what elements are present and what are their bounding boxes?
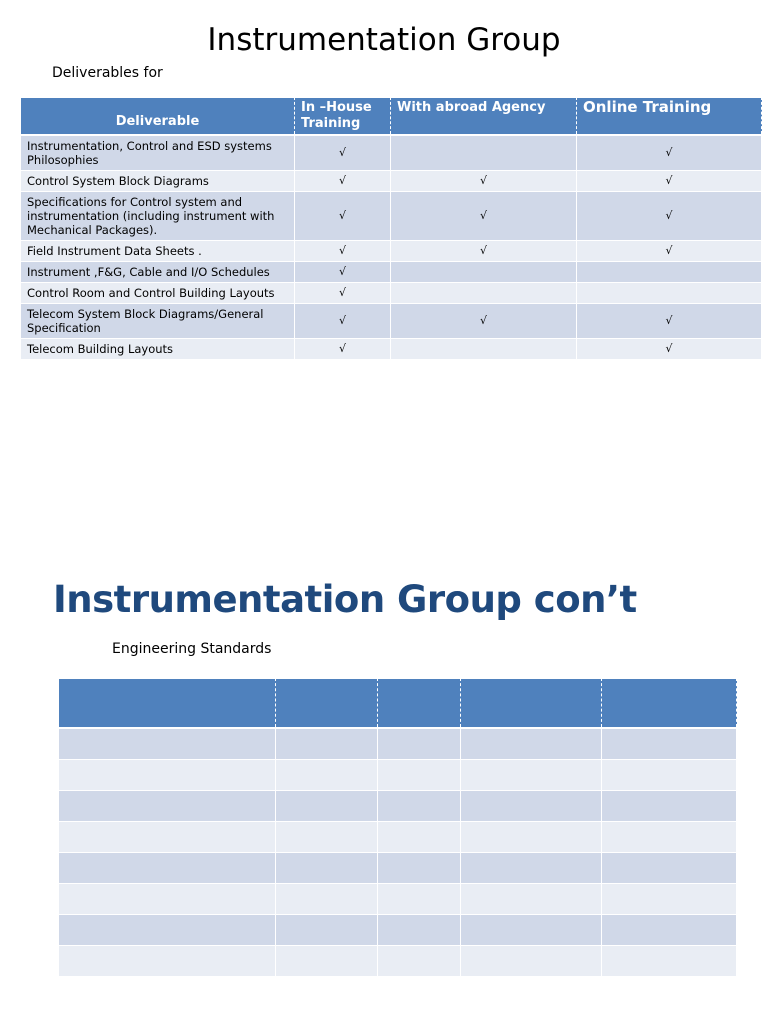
slide2-subtitle: Engineering Standards xyxy=(112,641,272,657)
abroad-cell xyxy=(391,261,577,282)
table-cell xyxy=(276,915,378,946)
table-cell xyxy=(378,853,461,884)
table-cell xyxy=(602,946,737,977)
table-cell xyxy=(276,760,378,791)
column-header xyxy=(602,679,737,729)
column-header-deliverable: Deliverable xyxy=(21,98,295,135)
online-cell xyxy=(577,261,762,282)
table-cell xyxy=(59,884,276,915)
table-cell xyxy=(602,853,737,884)
deliverable-cell: Specifications for Control system and instrumentation (including instrument with Mechanical Packages). xyxy=(21,191,295,240)
table-cell xyxy=(461,822,602,853)
table-cell xyxy=(602,728,737,760)
table-cell xyxy=(461,915,602,946)
table-row xyxy=(59,884,737,915)
column-header-online: Online Training xyxy=(577,98,762,135)
inhouse-cell: √ xyxy=(295,303,391,338)
abroad-cell xyxy=(391,282,577,303)
table-cell xyxy=(59,915,276,946)
table-row xyxy=(59,915,737,946)
table-cell xyxy=(378,822,461,853)
slide1-title: Instrumentation Group xyxy=(207,22,561,58)
table-cell xyxy=(378,915,461,946)
table-cell xyxy=(461,791,602,822)
table-cell xyxy=(602,822,737,853)
table-row xyxy=(21,135,762,171)
table-row xyxy=(21,282,762,303)
engineering-standards-table xyxy=(58,678,737,977)
table-cell xyxy=(461,760,602,791)
table-row xyxy=(59,853,737,884)
column-header xyxy=(378,679,461,729)
table-row xyxy=(59,760,737,791)
table-row xyxy=(21,261,762,282)
table-cell xyxy=(59,822,276,853)
table-cell xyxy=(59,946,276,977)
table-cell xyxy=(461,728,602,760)
deliverable-cell: Telecom System Block Diagrams/General Specification xyxy=(21,303,295,338)
inhouse-cell: √ xyxy=(295,240,391,261)
online-cell: √ xyxy=(577,191,762,240)
table-cell xyxy=(461,853,602,884)
column-header xyxy=(59,679,276,729)
table-cell xyxy=(59,791,276,822)
table-row xyxy=(21,240,762,261)
inhouse-cell: √ xyxy=(295,170,391,191)
column-header-inhouse: In –House Training xyxy=(295,98,391,135)
abroad-cell: √ xyxy=(391,191,577,240)
deliverables-table xyxy=(20,97,762,360)
table-cell xyxy=(276,884,378,915)
table-cell xyxy=(378,791,461,822)
abroad-cell xyxy=(391,135,577,171)
deliverable-cell: Control System Block Diagrams xyxy=(21,170,295,191)
inhouse-cell: √ xyxy=(295,282,391,303)
online-cell: √ xyxy=(577,303,762,338)
standards-header-row xyxy=(59,679,737,729)
abroad-cell xyxy=(391,338,577,359)
abroad-cell: √ xyxy=(391,240,577,261)
table-row xyxy=(59,728,737,760)
table-row xyxy=(21,303,762,338)
slide2-title: Instrumentation Group con’t xyxy=(53,578,637,621)
online-cell: √ xyxy=(577,135,762,171)
table-cell xyxy=(378,884,461,915)
deliverable-cell: Instrumentation, Control and ESD systems Philosophies xyxy=(21,135,295,171)
table-cell xyxy=(59,853,276,884)
inhouse-cell: √ xyxy=(295,135,391,171)
online-cell: √ xyxy=(577,338,762,359)
table-cell xyxy=(602,884,737,915)
deliverable-cell: Control Room and Control Building Layouts xyxy=(21,282,295,303)
online-cell: √ xyxy=(577,240,762,261)
column-header xyxy=(276,679,378,729)
table-row xyxy=(21,338,762,359)
table-cell xyxy=(276,853,378,884)
table-row xyxy=(59,822,737,853)
table-cell xyxy=(276,946,378,977)
column-header-abroad: With abroad Agency xyxy=(391,98,577,135)
table-cell xyxy=(602,791,737,822)
table-cell xyxy=(602,760,737,791)
inhouse-cell: √ xyxy=(295,191,391,240)
table-cell xyxy=(276,822,378,853)
table-cell xyxy=(461,884,602,915)
deliverable-cell: Instrument ,F&G, Cable and I/O Schedules xyxy=(21,261,295,282)
slide1-subtitle: Deliverables for xyxy=(52,65,163,81)
table-cell xyxy=(276,791,378,822)
table-cell xyxy=(59,760,276,791)
deliverables-header-row xyxy=(21,98,762,135)
table-cell xyxy=(378,760,461,791)
table-cell xyxy=(461,946,602,977)
deliverable-cell: Telecom Building Layouts xyxy=(21,338,295,359)
online-cell xyxy=(577,282,762,303)
table-row xyxy=(59,791,737,822)
deliverable-cell: Field Instrument Data Sheets . xyxy=(21,240,295,261)
abroad-cell: √ xyxy=(391,170,577,191)
inhouse-cell: √ xyxy=(295,261,391,282)
table-cell xyxy=(59,728,276,760)
table-row xyxy=(59,946,737,977)
online-cell: √ xyxy=(577,170,762,191)
inhouse-cell: √ xyxy=(295,338,391,359)
table-cell xyxy=(378,728,461,760)
table-cell xyxy=(602,915,737,946)
abroad-cell: √ xyxy=(391,303,577,338)
table-cell xyxy=(276,728,378,760)
table-row xyxy=(21,170,762,191)
table-cell xyxy=(378,946,461,977)
table-row xyxy=(21,191,762,240)
column-header xyxy=(461,679,602,729)
